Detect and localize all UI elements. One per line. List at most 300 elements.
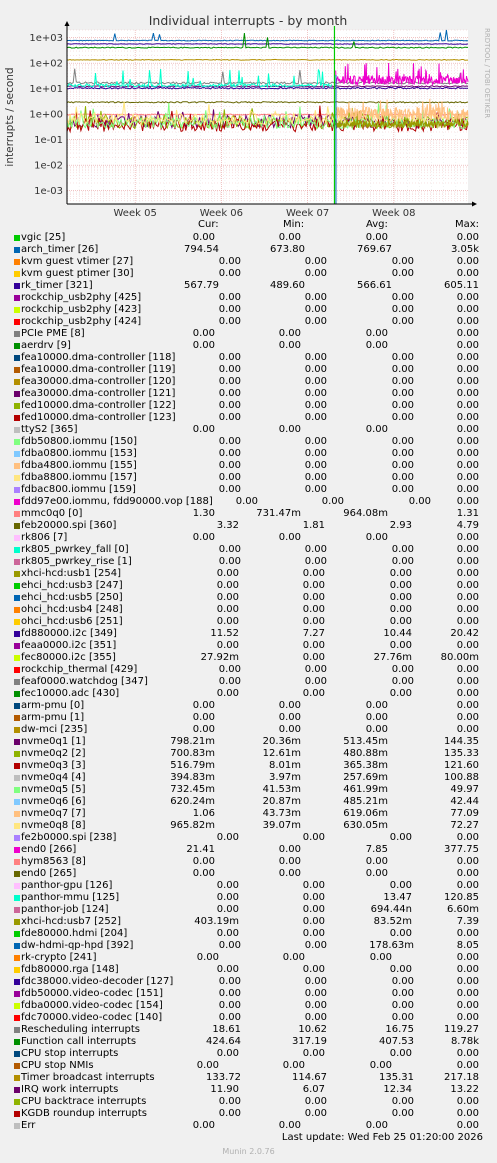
legend-value: 0.00 — [216, 580, 239, 591]
legend-value: 0.00 — [302, 604, 325, 615]
legend-value: 0.00 — [218, 304, 241, 315]
legend-value: 178.63m — [369, 940, 414, 951]
legend-value: 0.00 — [218, 484, 241, 495]
legend-row — [0, 388, 497, 400]
legend-value: 0.00 — [304, 292, 327, 303]
legend-swatch — [14, 1063, 20, 1069]
legend-value: 0.00 — [365, 868, 388, 879]
legend-swatch — [14, 691, 20, 697]
legend-value: 0.00 — [282, 952, 305, 963]
legend-value: 0.00 — [278, 868, 301, 879]
legend-value: 20.36m — [262, 736, 301, 747]
legend-swatch — [14, 295, 20, 301]
legend-row — [0, 676, 497, 688]
series-line — [67, 44, 468, 45]
legend-value: 0.00 — [218, 460, 241, 471]
legend-series-name: Timer broadcast interrupts — [21, 1072, 155, 1083]
legend-swatch — [14, 571, 20, 577]
legend-value: 0.00 — [304, 436, 327, 447]
legend-row — [0, 964, 497, 976]
legend-value: 0.00 — [456, 592, 479, 603]
legend-value: 8.01m — [268, 760, 301, 771]
legend-value: 16.75 — [385, 1024, 414, 1035]
legend-value: 135.33 — [444, 748, 479, 759]
legend-value: 0.00 — [456, 472, 479, 483]
legend-value: 0.00 — [456, 232, 479, 243]
y-tick-label: 1e-01 — [34, 135, 63, 147]
legend-series-name: rk-crypto [241] — [21, 952, 97, 963]
legend-swatch — [14, 511, 20, 517]
legend-value: 0.00 — [304, 940, 327, 951]
legend-value: 0.00 — [391, 316, 414, 327]
legend-swatch — [14, 1015, 20, 1021]
legend-value: 0.00 — [389, 880, 412, 891]
legend-value: 0.00 — [391, 1096, 414, 1107]
legend-row — [0, 976, 497, 988]
legend-series-name: ehci_hcd:usb3 [247] — [21, 580, 123, 591]
legend-row — [0, 232, 497, 244]
legend-row — [0, 700, 497, 712]
legend-series-name: feaf0000.watchdog [347] — [21, 676, 148, 687]
legend-value: 0.00 — [456, 1048, 479, 1059]
legend-value: 0.00 — [391, 1012, 414, 1023]
legend-value: 0.00 — [218, 268, 241, 279]
legend-value: 0.00 — [456, 964, 479, 975]
legend-row — [0, 724, 497, 736]
legend-value: 0.00 — [304, 448, 327, 459]
legend-series-name: vgic [25] — [21, 232, 66, 243]
legend-value: 0.00 — [456, 616, 479, 627]
legend-value: 0.00 — [389, 568, 412, 579]
legend-series-name: PCIe PME [8] — [21, 328, 85, 339]
legend-row — [0, 808, 497, 820]
legend-value: 0.00 — [408, 496, 431, 507]
legend-value: 72.27 — [450, 820, 479, 831]
legend-value: 1.31 — [456, 508, 479, 519]
legend-value: 0.00 — [304, 544, 327, 555]
legend-series-name: fdb50000.video-codec [151] — [21, 988, 163, 999]
legend-row — [0, 796, 497, 808]
legend-value: 1.30 — [192, 508, 215, 519]
legend-row — [0, 952, 497, 964]
legend-value: 0.00 — [365, 712, 388, 723]
legend-series-name: fea30000.dma-controller [120] — [21, 376, 176, 387]
legend-value: 0.00 — [389, 964, 412, 975]
legend-value: 365.38m — [343, 760, 388, 771]
legend-row — [0, 424, 497, 436]
legend-row — [0, 1096, 497, 1108]
legend-series-name: panthor-gpu [126] — [21, 880, 113, 891]
legend-value: 0.00 — [391, 388, 414, 399]
legend-series-name: aerdrv [9] — [21, 340, 71, 351]
legend-value: 0.00 — [389, 592, 412, 603]
legend-value: 0.00 — [456, 1096, 479, 1107]
legend-series-name: rk805_pwrkey_rise [1] — [21, 556, 132, 567]
legend-swatch — [14, 739, 20, 745]
legend-value: 0.00 — [302, 688, 325, 699]
legend-series-name: rk805_pwrkey_fall [0] — [21, 544, 129, 555]
legend-value: 0.00 — [321, 496, 344, 507]
legend-swatch — [14, 379, 20, 385]
y-tick-label: 1e+01 — [29, 84, 63, 96]
legend-value: 0.00 — [302, 580, 325, 591]
legend-row — [0, 820, 497, 832]
legend-value: 0.00 — [216, 688, 239, 699]
legend-swatch — [14, 391, 20, 397]
legend-value: 964.08m — [343, 508, 388, 519]
legend-swatch — [14, 487, 20, 493]
rrdtool-watermark: RRDTOOL / TOBI OETIKER — [483, 28, 491, 119]
legend-swatch — [14, 247, 20, 253]
legend-value: 0.00 — [389, 640, 412, 651]
legend-swatch — [14, 499, 20, 505]
y-tick-label: 1e+03 — [29, 33, 63, 45]
munin-version-text: Munin 2.0.76 — [222, 1147, 275, 1156]
legend-swatch — [14, 979, 20, 985]
legend-value: 0.00 — [216, 904, 239, 915]
legend-swatch — [14, 967, 20, 973]
legend-series-name: nvme0q3 [3] — [21, 760, 86, 771]
legend-series-name: fdba8800.iommu [157] — [21, 472, 137, 483]
legend-value: 0.00 — [391, 1108, 414, 1119]
legend-value: 0.00 — [365, 532, 388, 543]
legend-column-header: Max: — [455, 219, 480, 230]
legend-value: 0.00 — [302, 880, 325, 891]
legend-value: 0.00 — [456, 952, 479, 963]
legend-value: 0.00 — [456, 580, 479, 591]
legend-value: 0.00 — [391, 460, 414, 471]
legend-swatch — [14, 763, 20, 769]
legend-value: 0.00 — [304, 484, 327, 495]
legend-series-name: arch_timer [26] — [21, 244, 99, 255]
legend-value: 485.21m — [343, 796, 388, 807]
legend-value: 0.00 — [456, 976, 479, 987]
legend-value: 42.44 — [450, 796, 479, 807]
legend-value: 0.00 — [456, 340, 479, 351]
legend-value: 0.00 — [218, 472, 241, 483]
legend-row — [0, 880, 497, 892]
legend-series-name: end0 [265] — [21, 868, 77, 879]
legend-value: 0.00 — [302, 904, 325, 915]
legend-value: 120.85 — [444, 892, 479, 903]
legend-value: 0.00 — [391, 436, 414, 447]
legend-swatch — [14, 631, 20, 637]
legend-series-name: KGDB roundup interrupts — [21, 1108, 147, 1119]
legend-value: 0.00 — [456, 1060, 479, 1071]
legend-row — [0, 832, 497, 844]
legend-series-name: ohci_hcd:usb4 [248] — [21, 604, 123, 615]
legend-row — [0, 412, 497, 424]
legend-value: 3.32 — [216, 520, 239, 531]
legend-value: 0.00 — [456, 1108, 479, 1119]
legend-value: 0.00 — [391, 412, 414, 423]
legend-swatch — [14, 607, 20, 613]
legend-series-name: dw-hdmi-qp-hpd [392] — [21, 940, 134, 951]
legend-value: 0.00 — [218, 544, 241, 555]
legend-row — [0, 376, 497, 388]
legend-value: 0.00 — [278, 844, 301, 855]
legend-value: 0.00 — [216, 616, 239, 627]
legend-value: 0.00 — [304, 1012, 327, 1023]
legend-swatch — [14, 847, 20, 853]
legend-value: 377.75 — [444, 844, 479, 855]
legend-value: 0.00 — [278, 232, 301, 243]
legend-value: 83.52m — [373, 916, 412, 927]
legend-value: 0.00 — [218, 436, 241, 447]
legend-series-name: nvme0q2 [2] — [21, 748, 86, 759]
legend-value: 567.79 — [184, 280, 219, 291]
legend-series-name: xhci-hcd:usb7 [252] — [21, 916, 122, 927]
series-line — [67, 59, 468, 60]
legend-value: 4.79 — [456, 520, 479, 531]
legend-value: 119.27 — [444, 1024, 479, 1035]
legend-swatch — [14, 331, 20, 337]
legend-value: 0.00 — [302, 616, 325, 627]
legend-value: 0.00 — [389, 688, 412, 699]
legend-series-name: end0 [266] — [21, 844, 77, 855]
legend-value: 0.00 — [302, 568, 325, 579]
legend-value: 0.00 — [456, 700, 479, 711]
legend-series-name: nvme0q5 [5] — [21, 784, 86, 795]
legend-value: 0.00 — [302, 1048, 325, 1059]
legend-value: 0.00 — [456, 604, 479, 615]
legend-value: 0.00 — [456, 1120, 479, 1131]
legend-swatch — [14, 955, 20, 961]
legend-value: 0.00 — [304, 976, 327, 987]
legend-row — [0, 940, 497, 952]
legend-swatch — [14, 619, 20, 625]
legend-value: 0.00 — [304, 472, 327, 483]
legend-row — [0, 652, 497, 664]
legend-value: 0.00 — [391, 472, 414, 483]
legend-value: 0.00 — [389, 832, 412, 843]
x-tick-label: Week 05 — [113, 208, 157, 219]
legend-row — [0, 904, 497, 916]
legend-series-name: fdbac800.iommu [159] — [21, 484, 136, 495]
y-tick-label: 1e+00 — [29, 109, 63, 121]
legend-value: 769.67 — [357, 244, 392, 255]
legend-swatch — [14, 871, 20, 877]
legend-value: 0.00 — [218, 940, 241, 951]
legend-value: 217.18 — [444, 1072, 479, 1083]
legend-series-name: fdc70000.video-codec [140] — [21, 1012, 163, 1023]
legend-swatch — [14, 775, 20, 781]
legend-series-name: rockchip_thermal [429] — [21, 664, 138, 675]
legend-value: 0.00 — [456, 832, 479, 843]
legend-value: 1.06 — [192, 808, 215, 819]
legend-series-name: fdd97e00.iommu, fdd90000.vop [188] — [21, 496, 213, 507]
legend-value: 731.47m — [256, 508, 301, 519]
legend-value: 0.00 — [391, 988, 414, 999]
last-update-text: Last update: Wed Feb 25 01:20:00 2026 — [281, 1132, 483, 1143]
legend-row — [0, 988, 497, 1000]
legend-value: 0.00 — [389, 928, 412, 939]
legend-value: 0.00 — [456, 880, 479, 891]
legend-value: 0.00 — [304, 412, 327, 423]
legend-row — [0, 268, 497, 280]
legend-series-name: fe2b0000.spi [238] — [21, 832, 117, 843]
legend-value: 0.00 — [304, 1108, 327, 1119]
y-tick-label: 1e-02 — [34, 160, 63, 172]
legend-row — [0, 1108, 497, 1120]
legend-swatch — [14, 835, 20, 841]
legend-value: 0.00 — [456, 856, 479, 867]
legend-row — [0, 400, 497, 412]
legend-swatch — [14, 355, 20, 361]
legend-value: 0.00 — [278, 424, 301, 435]
legend-value: 0.00 — [302, 892, 325, 903]
legend-value: 0.00 — [192, 1120, 215, 1131]
legend-value: 0.00 — [365, 328, 388, 339]
legend-row — [0, 916, 497, 928]
legend-value: 0.00 — [196, 1060, 219, 1071]
legend-value: 0.00 — [216, 928, 239, 939]
legend-swatch — [14, 811, 20, 817]
legend-value: 114.67 — [292, 1072, 327, 1083]
legend-value: 619.06m — [343, 808, 388, 819]
x-tick-label: Week 06 — [199, 208, 244, 219]
legend-value: 0.00 — [304, 664, 327, 675]
legend-value: 0.00 — [391, 676, 414, 687]
legend-series-name: CPU backtrace interrupts — [21, 1096, 147, 1107]
legend-series-name: mmc0q0 [0] — [21, 508, 83, 519]
legend-series-name: rockchip_usb2phy [423] — [21, 304, 142, 315]
legend-value: 461.99m — [343, 784, 388, 795]
legend-swatch — [14, 1027, 20, 1033]
legend-value: 0.00 — [302, 592, 325, 603]
legend-series-name: rk806 [7] — [21, 532, 68, 543]
legend-value: 0.00 — [216, 880, 239, 891]
legend-value: 0.00 — [192, 712, 215, 723]
legend-value: 3.05k — [450, 244, 479, 255]
x-tick-label: Week 07 — [285, 208, 330, 219]
legend-value: 13.47 — [383, 892, 412, 903]
legend-row — [0, 280, 497, 292]
legend-value: 39.07m — [262, 820, 301, 831]
legend-swatch — [14, 943, 20, 949]
legend-series-name: fdb80000.rga [148] — [21, 964, 119, 975]
legend-swatch — [14, 583, 20, 589]
legend-value: 0.00 — [192, 532, 215, 543]
legend-series-name: CPU stop NMIs — [21, 1060, 94, 1071]
legend-value: 0.00 — [365, 424, 388, 435]
legend-row — [0, 664, 497, 676]
legend-series-name: Function call interrupts — [21, 1036, 137, 1047]
legend-value: 0.00 — [278, 724, 301, 735]
legend-value: 0.00 — [365, 700, 388, 711]
legend-series-name: fec80000.i2c [355] — [21, 652, 116, 663]
legend-value: 700.83m — [170, 748, 215, 759]
legend-value: 12.61m — [262, 748, 301, 759]
legend-swatch — [14, 655, 20, 661]
legend-value: 0.00 — [216, 964, 239, 975]
legend-value: 0.00 — [304, 388, 327, 399]
legend-value: 965.82m — [170, 820, 215, 831]
legend-row — [0, 616, 497, 628]
legend-row — [0, 340, 497, 352]
legend-swatch — [14, 235, 20, 241]
legend-value: 0.00 — [456, 388, 479, 399]
y-tick-label: 1e-03 — [34, 186, 63, 198]
legend-value: 20.87m — [262, 796, 301, 807]
legend-swatch — [14, 679, 20, 685]
legend-series-name: fed10000.dma-controller [123] — [21, 412, 176, 423]
legend-value: 0.00 — [391, 364, 414, 375]
legend-swatch — [14, 259, 20, 265]
legend-swatch — [14, 475, 20, 481]
legend-value: 0.00 — [278, 1120, 301, 1131]
legend-swatch — [14, 1099, 20, 1105]
legend-value: 0.00 — [456, 268, 479, 279]
legend-value: 480.88m — [343, 748, 388, 759]
legend-row — [0, 688, 497, 700]
legend-value: 0.00 — [192, 340, 215, 351]
legend-row — [0, 352, 497, 364]
legend-column-header: Cur: — [198, 219, 219, 230]
legend-value: 6.60m — [446, 904, 479, 915]
legend-value: 13.22 — [450, 1084, 479, 1095]
legend-swatch — [14, 595, 20, 601]
legend-value: 0.00 — [218, 556, 241, 567]
legend-series-name: fea10000.dma-controller [119] — [21, 364, 176, 375]
legend-value: 489.60 — [270, 280, 305, 291]
legend-value: 403.19m — [194, 916, 239, 927]
legend-series-name: fd880000.i2c [349] — [21, 628, 117, 639]
legend-swatch — [14, 271, 20, 277]
legend-series-name: fdc38000.video-decoder [127] — [21, 976, 174, 987]
legend-value: 0.00 — [365, 856, 388, 867]
legend-value: 7.39 — [456, 916, 479, 927]
legend-value: 0.00 — [391, 556, 414, 567]
legend-value: 0.00 — [192, 328, 215, 339]
legend-value: 0.00 — [302, 640, 325, 651]
legend-value: 1.81 — [302, 520, 325, 531]
legend-swatch — [14, 451, 20, 457]
legend-row — [0, 1048, 497, 1060]
legend-value: 0.00 — [456, 412, 479, 423]
legend-value: 0.00 — [216, 592, 239, 603]
legend-series-name: ehci_hcd:usb5 [250] — [21, 592, 123, 603]
legend-value: 0.00 — [278, 712, 301, 723]
legend-value: 11.52 — [210, 628, 239, 639]
legend-value: 0.00 — [278, 856, 301, 867]
legend-value: 144.35 — [444, 736, 479, 747]
legend-row — [0, 628, 497, 640]
legend-value: 0.00 — [456, 988, 479, 999]
legend-swatch — [14, 1003, 20, 1009]
legend-value: 0.00 — [456, 256, 479, 267]
legend-value: 0.00 — [218, 352, 241, 363]
legend-value: 0.00 — [391, 292, 414, 303]
y-axis-arrow — [65, 21, 70, 26]
legend-value: 798.21m — [170, 736, 215, 747]
legend-value: 0.00 — [456, 316, 479, 327]
legend-row — [0, 844, 497, 856]
legend-value: 0.00 — [302, 652, 325, 663]
legend-row — [0, 856, 497, 868]
legend-swatch — [14, 559, 20, 565]
legend-value: 0.00 — [304, 256, 327, 267]
legend-series-name: Rescheduling interrupts — [21, 1024, 141, 1035]
legend-value: 0.00 — [456, 400, 479, 411]
legend-value: 0.00 — [456, 664, 479, 675]
legend-value: 0.00 — [218, 376, 241, 387]
legend-swatch — [14, 883, 20, 889]
legend-series-name: Err — [21, 1120, 36, 1131]
legend-row — [0, 592, 497, 604]
legend-swatch — [14, 535, 20, 541]
legend-row — [0, 1060, 497, 1072]
